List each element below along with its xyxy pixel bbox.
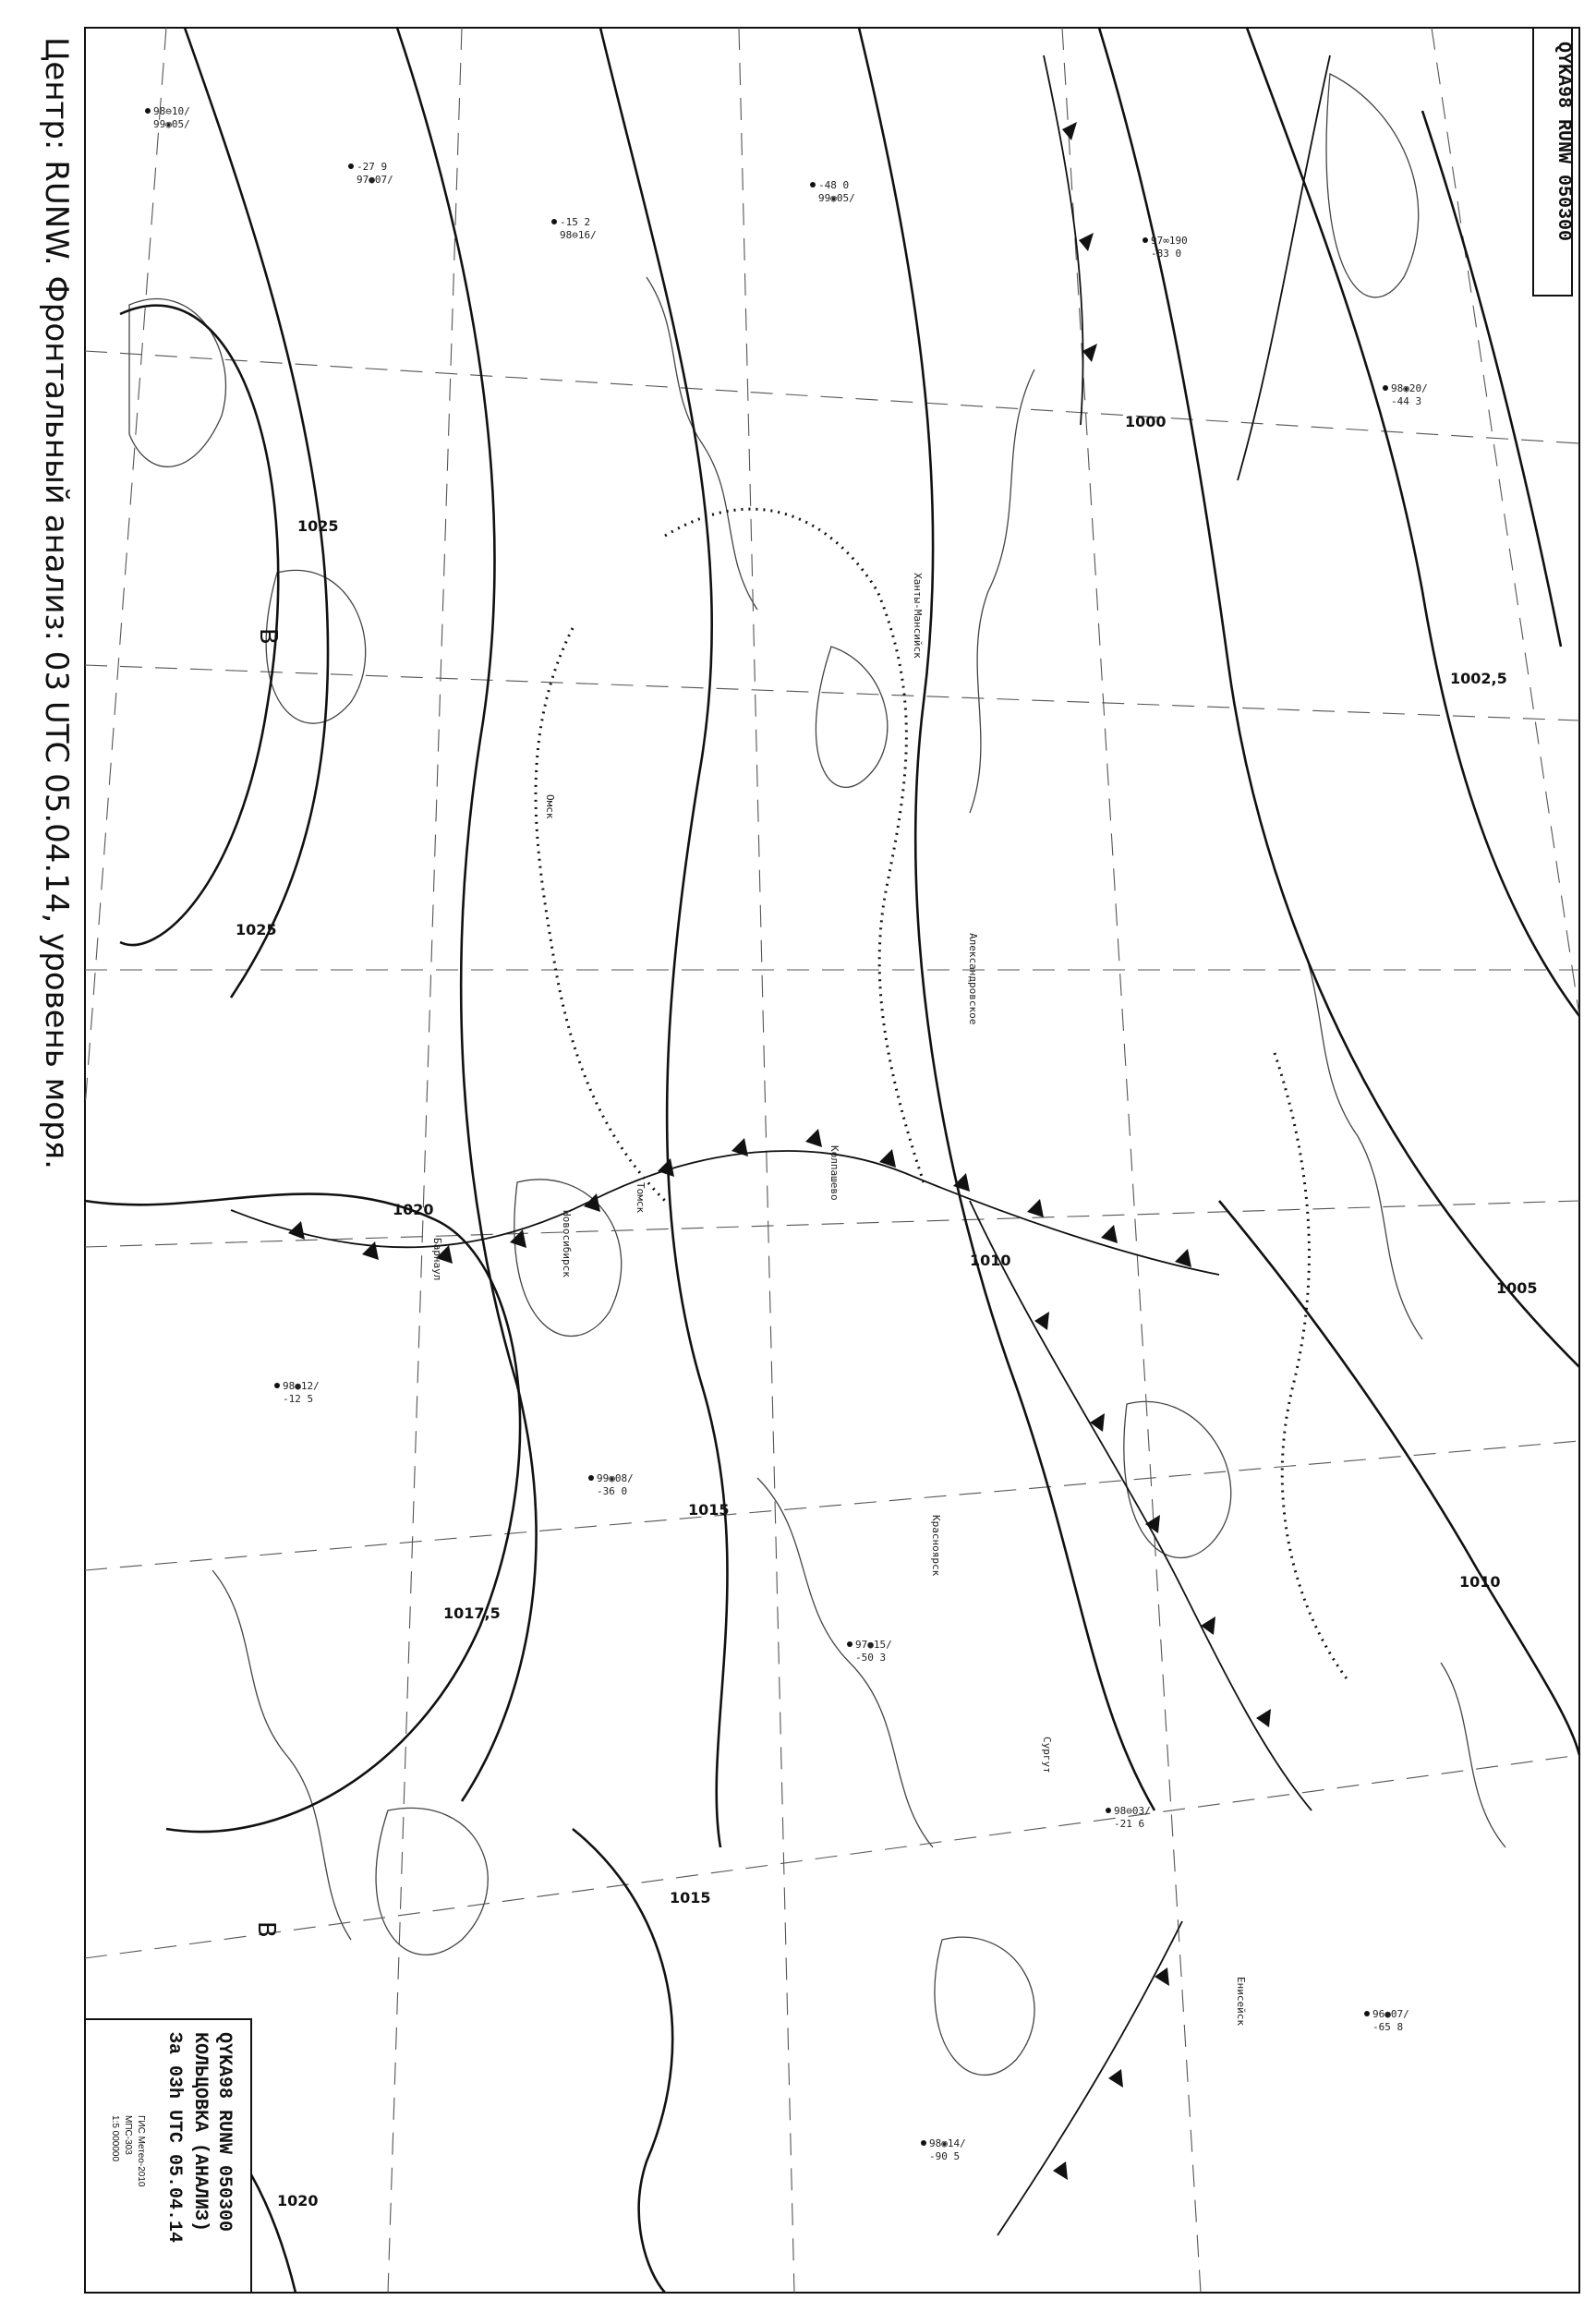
city-label: Новосибирск (561, 1210, 573, 1277)
station-value: 97●15/ (855, 1639, 892, 1651)
info-box-line-1: QYKA98 RUNW 050300 (213, 2032, 235, 2233)
isobar-label: 1010 (1459, 1573, 1501, 1591)
station-value: 99◉05/ (153, 118, 190, 130)
station-value: 98◉20/ (1391, 382, 1428, 394)
station-value: -65 8 (1372, 2021, 1404, 2033)
map-title: Центр: RUNW. Фронтальный анализ: 03 UTC 05.04.14, уровень моря. (38, 37, 75, 1169)
station-value: -44 3 (1391, 395, 1422, 407)
city-label: Колпашево (828, 1145, 840, 1201)
city-label: Сургут (1041, 1737, 1053, 1773)
station-value: 99◉05/ (818, 192, 855, 204)
info-box (85, 2019, 251, 2293)
station-value: 99◉08/ (597, 1472, 634, 1484)
isobar-label: 1015 (688, 1501, 730, 1519)
high-pressure-center: В (252, 1921, 280, 1938)
station-value: 98⊖03/ (1114, 1805, 1151, 1817)
info-box-line-3: За 03h UTC 05.04.14 (163, 2032, 185, 2244)
isobar-label: 1000 (1125, 413, 1167, 430)
station-value: -21 6 (1114, 1818, 1145, 1830)
city-label: Енисейск (1235, 1977, 1247, 2026)
station-value: -90 5 (929, 2150, 961, 2162)
info-box-credit-2: МПС-303 (123, 2115, 133, 2155)
city-label: Александровское (967, 933, 979, 1025)
station-value: -50 3 (855, 1652, 887, 1664)
station-value: 97∞190 (1151, 235, 1188, 247)
station-value: 98●12/ (283, 1380, 320, 1392)
isobar-label: 1017,5 (443, 1604, 501, 1622)
station-value: 97●07/ (357, 174, 393, 186)
station-value: -36 0 (597, 1485, 628, 1497)
isobar-label: 1015 (670, 1889, 711, 1907)
info-box-credit-3: 1:5 000000 (110, 2115, 120, 2162)
isobar-label: 1025 (236, 921, 277, 938)
station-value: -27 9 (357, 161, 388, 173)
header-code-box (1533, 28, 1574, 296)
isobar-label: 1025 (297, 517, 339, 535)
isobar-label: 1005 (1496, 1279, 1538, 1297)
city-label: Красноярск (930, 1515, 942, 1577)
isobar-label: 1020 (277, 2192, 319, 2209)
info-box-credit-1: ГИС Метео-2010 (136, 2115, 146, 2187)
high-pressure-center: В (254, 628, 282, 645)
station-value: -12 5 (283, 1393, 314, 1405)
city-label: Барнаул (431, 1238, 443, 1281)
city-label: Томск (635, 1182, 647, 1214)
isobar-label: 1010 (970, 1252, 1011, 1269)
station-value: -83 0 (1151, 248, 1182, 260)
info-box-line-2: КОЛЬЦОВКА (АНАЛИЗ) (189, 2032, 211, 2233)
isobar-label: 1002,5 (1450, 670, 1507, 687)
station-value: 96●07/ (1372, 2008, 1409, 2020)
isobar-label: 1020 (393, 1201, 434, 1218)
header-code: QYKA98 RUNW 050300 (1553, 42, 1574, 242)
city-label: Омск (544, 794, 556, 819)
station-value: 98⊖10/ (153, 105, 190, 117)
station-value: -15 2 (560, 216, 591, 228)
city-label: Ханты-Мансийск (912, 573, 924, 659)
station-value: -48 0 (818, 179, 850, 191)
station-value: 98⊖16/ (560, 229, 597, 241)
station-value: 98◉14/ (929, 2137, 966, 2149)
